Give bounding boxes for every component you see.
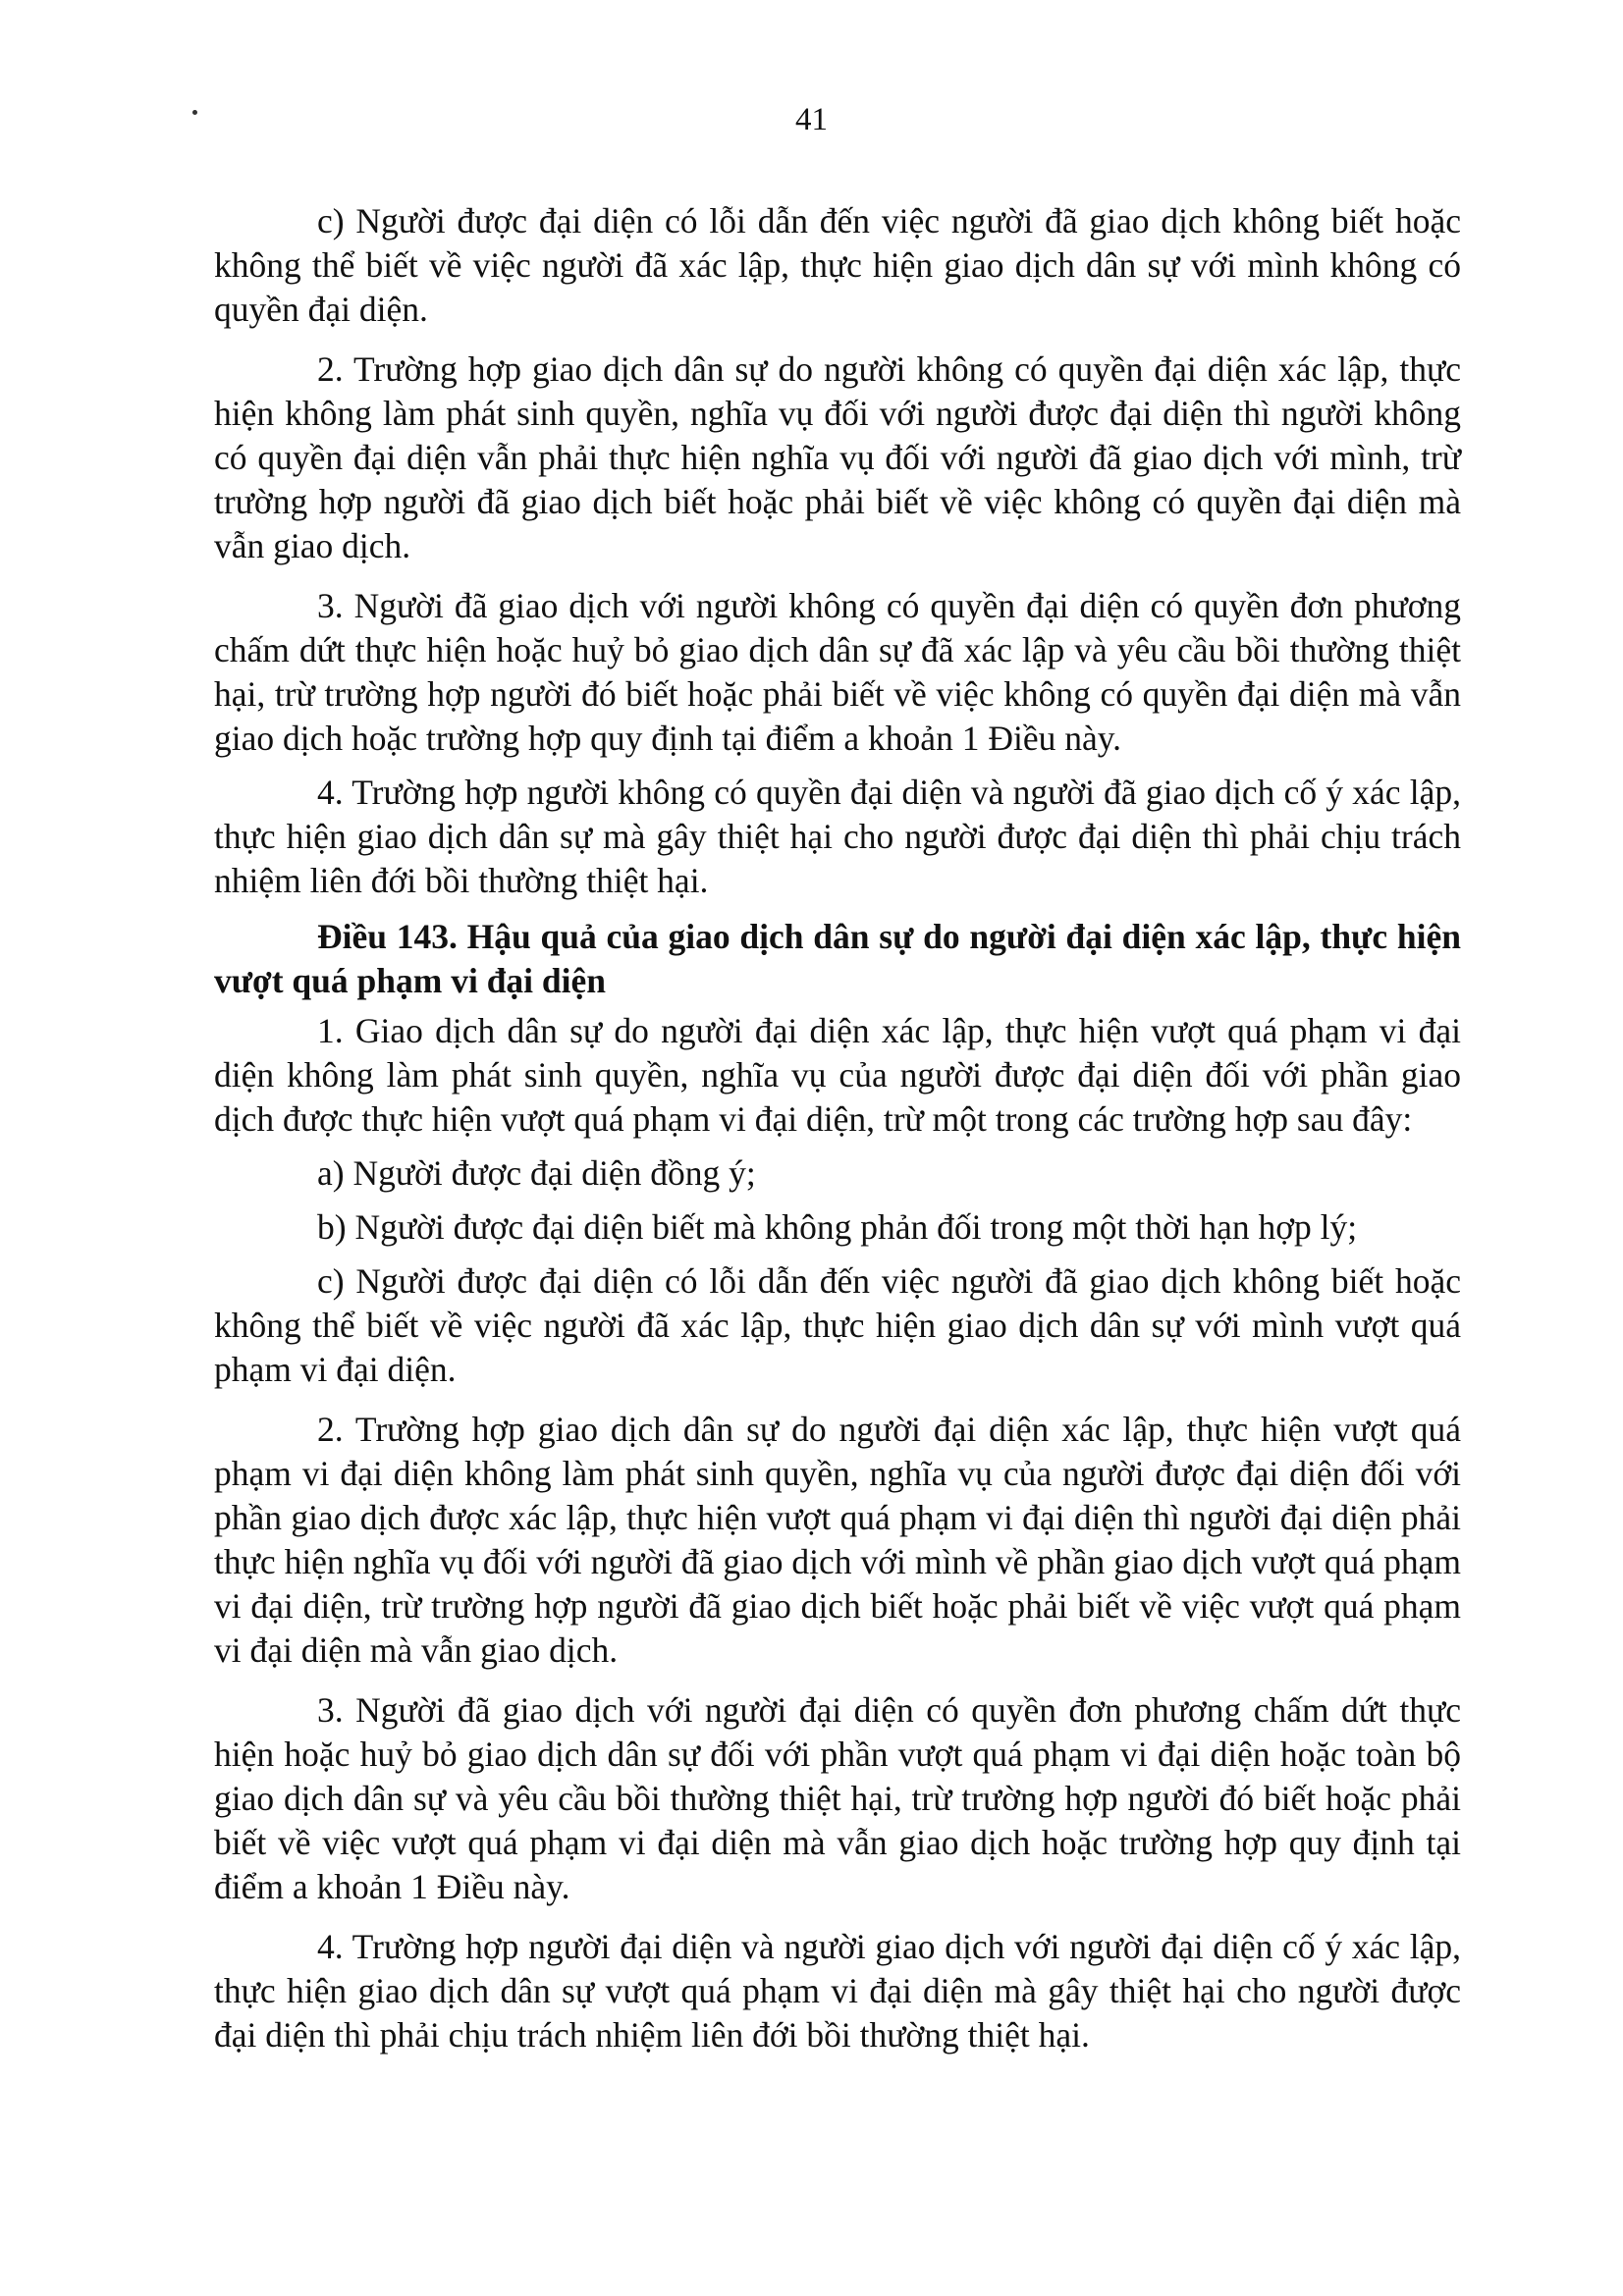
document-body	[214, 199, 1461, 2057]
paragraph-143-4: 4. Trường hợp người đại diện và người giao dịch với người đại diện cố ý xác lập, thực hiện giao dịch dân sự vượt quá phạm vi đại diện mà gây thiệt hại cho người được đại diện thì phải chịu trách nhiệm liên đới bồi thường thiệt hại.	[214, 1927, 1461, 2055]
paragraph-143-1b: b) Người được đại diện biết mà không phản đối trong một thời hạn hợp lý;	[317, 1207, 1358, 1247]
article-title: Điều 143. Hậu quả của giao dịch dân sự do người đại diện xác lập, thực hiện vượt quá phạm vi đại diện	[214, 917, 1461, 1000]
paragraph-143-1c: c) Người được đại diện có lỗi dẫn đến việc người đã giao dịch không biết hoặc không thể biết về việc người đã xác lập, thực hiện giao dịch dân sự với mình vượt quá phạm vi đại diện.	[214, 1261, 1461, 1389]
paragraph-143-1a: a) Người được đại diện đồng ý;	[317, 1153, 756, 1193]
paragraph-143-3: 3. Người đã giao dịch với người đại diện có quyền đơn phương chấm dứt thực hiện hoặc huỷ bỏ giao dịch dân sự đối với phần vượt quá phạm vi đại diện hoặc toàn bộ giao dịch dân sự và yêu cầu bồi thường thiệt hại, trừ trường hợp người đó biết hoặc phải biết về việc vượt quá phạm vi đại diện mà vẫn giao dịch hoặc trường hợp quy định tại điểm a khoản 1 Điều này.	[214, 1690, 1461, 1906]
paragraph-142-1c: c) Người được đại diện có lỗi dẫn đến việc người đã giao dịch không biết hoặc không thể biết về việc người đã xác lập, thực hiện giao dịch dân sự với mình không có quyền đại diện.	[214, 201, 1461, 329]
page-number: 41	[795, 102, 828, 137]
paragraph-142-3: 3. Người đã giao dịch với người không có quyền đại diện có quyền đơn phương chấm dứt thực hiện hoặc huỷ bỏ giao dịch dân sự đã xác lập và yêu cầu bồi thường thiệt hại, trừ trường hợp người đó biết hoặc phải biết về việc không có quyền đại diện mà vẫn giao dịch hoặc trường hợp quy định tại điểm a khoản 1 Điều này.	[214, 586, 1461, 758]
paragraph-143-2: 2. Trường hợp giao dịch dân sự do người đại diện xác lập, thực hiện vượt quá phạm vi đại diện không làm phát sinh quyền, nghĩa vụ của người được đại diện đối với phần giao dịch được xác lập, thực hiện vượt quá phạm vi đại diện thì người đại diện phải thực hiện nghĩa vụ đối với người đã giao dịch với mình về phần giao dịch vượt quá phạm vi đại diện, trừ trường hợp người đã giao dịch biết hoặc phải biết về việc vượt quá phạm vi đại diện mà vẫn giao dịch.	[214, 1410, 1461, 1670]
paragraph-142-2: 2. Trường hợp giao dịch dân sự do người không có quyền đại diện xác lập, thực hiện không làm phát sinh quyền, nghĩa vụ đối với người được đại diện thì người không có quyền đại diện vẫn phải thực hiện nghĩa vụ đối với người đã giao dịch với mình, trừ trường hợp người đã giao dịch biết hoặc phải biết về việc không có quyền đại diện mà vẫn giao dịch.	[214, 349, 1461, 565]
paragraph-142-4: 4. Trường hợp người không có quyền đại diện và người đã giao dịch cố ý xác lập, thực hiện giao dịch dân sự mà gây thiệt hại cho người được đại diện thì phải chịu trách nhiệm liên đới bồi thường thiệt hại.	[214, 773, 1461, 900]
paragraph-143-1: 1. Giao dịch dân sự do người đại diện xác lập, thực hiện vượt quá phạm vi đại diện không làm phát sinh quyền, nghĩa vụ của người được đại diện đối với phần giao dịch được thực hiện vượt quá phạm vi đại diện, trừ một trong các trường hợp sau đây:	[214, 1011, 1461, 1139]
